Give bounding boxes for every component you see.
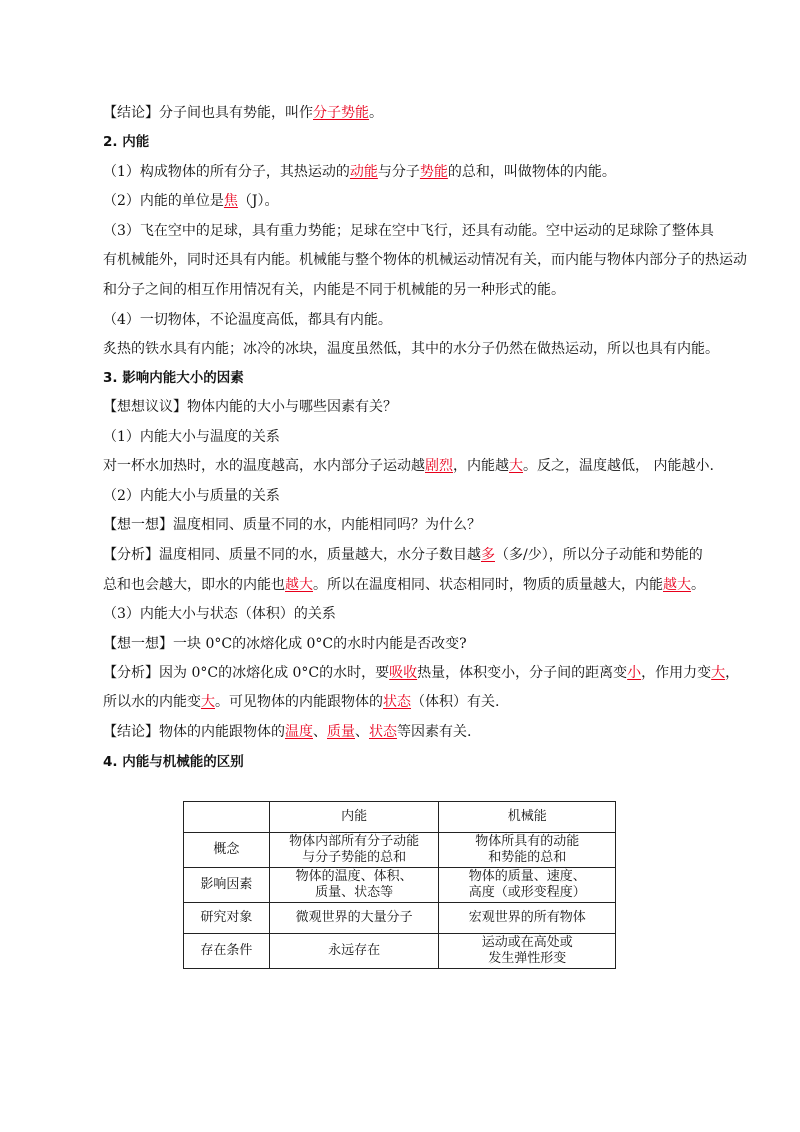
text: ，内能越 — [453, 458, 509, 474]
point-4: （4）一切物体，不论温度高低，都具有内能。 — [103, 312, 392, 328]
answer-blank: 大 — [711, 665, 726, 681]
table-cell: 微观世界的大量分子 — [269, 903, 439, 934]
cell-line: 和势能的总和 — [488, 850, 567, 865]
text: 的总和，叫做物体的内能。 — [447, 164, 616, 180]
section-heading-comparison: 4. 内能与机械能的区别 — [103, 754, 244, 770]
table-header-row — [184, 802, 616, 833]
think-question-mass: 【想一想】温度相同、质量不同的水，内能相同吗？为什么？ — [103, 517, 481, 533]
text: 【分析】温度相同、质量不同的水，质量越大，水分子数目越 — [103, 547, 481, 563]
cell-line: 与分子势能的总和 — [302, 850, 407, 865]
answer-blank: 大 — [509, 458, 523, 474]
answer-blank: 动能 — [349, 164, 378, 180]
table-cell: 永远存在 — [269, 934, 439, 969]
text: 、 — [355, 724, 369, 740]
cell-line: 物体所具有的动能 — [475, 834, 580, 849]
point-3-line-1: （3）飞在空中的足球，具有重力势能；足球在空中飞行，还具有动能。空中运动的足球除了整体具 — [103, 223, 714, 239]
answer-blank: 焦 — [223, 193, 238, 209]
text: 。可见物体的内能跟物体的 — [215, 694, 383, 710]
answer-blank: 温度 — [285, 724, 313, 740]
discussion-question: 【想想议议】物体内能的大小与哪些因素有关？ — [103, 399, 397, 415]
conclusion-factors — [103, 722, 720, 742]
text: 总和也会越大，即水的内能也 — [103, 577, 285, 593]
text: （2）内能的单位是 — [103, 193, 224, 209]
table-cell — [439, 868, 616, 903]
row-label: 研究对象 — [184, 903, 270, 934]
row-label: 影响因素 — [184, 868, 270, 903]
point-1 — [103, 162, 720, 182]
table-cell: 宏观世界的所有物体 — [439, 903, 616, 934]
cell-line: 运动或在高处或 — [481, 935, 573, 950]
cell-line: 质量、状态等 — [315, 885, 394, 900]
row-label: 概念 — [184, 833, 270, 868]
analysis-state-line-2 — [103, 692, 720, 712]
text: ， — [725, 665, 740, 681]
section-heading-internal-energy: 2. 内能 — [103, 134, 150, 150]
factor-mass-heading: （2）内能大小与质量的关系 — [103, 488, 280, 504]
answer-blank: 分子势能 — [313, 105, 369, 121]
factor-temperature-heading: （1）内能大小与温度的关系 — [103, 429, 280, 445]
answer-blank: 小 — [627, 665, 642, 681]
analysis-state-line-1 — [103, 663, 740, 683]
text: 【结论】物体的内能跟物体的 — [103, 724, 285, 740]
text: 【结论】分子间也具有势能，叫作 — [103, 105, 313, 121]
text: 、 — [313, 724, 327, 740]
text: 等因素有关. — [397, 724, 472, 740]
cell-line: 物体的温度、体积、 — [295, 869, 413, 884]
cell-line: 物体的质量、速度、 — [468, 869, 586, 884]
text: 所以水的内能变 — [103, 694, 201, 710]
point-2 — [103, 191, 720, 211]
analysis-mass-line-2 — [103, 575, 720, 595]
row-label: 存在条件 — [184, 934, 270, 969]
point-4-example: 炙热的铁水具有内能；冰冷的冰块，温度虽然低，其中的水分子仍然在做热运动，所以也具有内能。 — [103, 341, 719, 357]
factor-temperature-text — [103, 456, 720, 476]
text: 与分子 — [377, 164, 420, 180]
point-3-line-3: 和分子之间的相互作用情况有关，内能是不同于机械能的另一种形式的能。 — [103, 282, 565, 298]
table-cell — [439, 833, 616, 868]
answer-blank: 越大 — [285, 577, 313, 593]
text: 。反之，温度越低， 内能越小. — [523, 458, 714, 474]
analysis-mass-line-1 — [103, 545, 720, 565]
table-header-cell: 内能 — [269, 802, 439, 833]
text: 。 — [691, 577, 705, 593]
answer-blank: 越大 — [663, 577, 691, 593]
table-row — [184, 934, 616, 969]
answer-blank: 质量 — [327, 724, 355, 740]
answer-blank: 状态 — [383, 694, 411, 710]
table-cell — [439, 934, 616, 969]
factor-state-heading: （3）内能大小与状态（体积）的关系 — [103, 606, 336, 622]
table-row — [184, 903, 616, 934]
cell-line: 高度（或形变程度） — [468, 885, 586, 900]
text: 对一杯水加热时，水的温度越高，水内部分子运动越 — [103, 458, 425, 474]
answer-blank: 剧烈 — [425, 458, 453, 474]
table-row — [184, 833, 616, 868]
text: （多/少），所以分子动能和势能的 — [495, 547, 703, 563]
answer-blank: 大 — [201, 694, 215, 710]
table-cell — [269, 868, 439, 903]
text: 。所以在温度相同、状态相同时，物质的质量越大，内能 — [313, 577, 663, 593]
answer-blank: 势能 — [419, 164, 448, 180]
comparison-table — [183, 801, 616, 969]
conclusion-molecular-potential — [103, 103, 720, 123]
answer-blank: 吸收 — [389, 665, 418, 681]
text: 。 — [369, 105, 383, 121]
think-question-state: 【想一想】一块 0°C的冰熔化成 0°C的水时内能是否改变? — [103, 636, 467, 652]
answer-blank: 状态 — [369, 724, 397, 740]
text: 【分析】因为 0°C的冰熔化成 0°C的水时，要 — [103, 665, 390, 681]
table-row — [184, 868, 616, 903]
cell-line: 物体内部所有分子动能 — [289, 834, 420, 849]
table-header-cell — [184, 802, 270, 833]
cell-line: 发生弹性形变 — [488, 951, 567, 966]
text: ，作用力变 — [641, 665, 712, 681]
text: （1）构成物体的所有分子，其热运动的 — [103, 164, 350, 180]
table-header-cell: 机械能 — [439, 802, 616, 833]
table-cell — [269, 833, 439, 868]
text: （体积）有关. — [411, 694, 500, 710]
text: 热量，体积变小，分子间的距离变 — [417, 665, 628, 681]
text: （J）。 — [237, 193, 279, 209]
section-heading-factors: 3. 影响内能大小的因素 — [103, 370, 244, 386]
answer-blank: 多 — [481, 547, 495, 563]
point-3-line-2: 有机械能外，同时还具有内能。机械能与整个物体的机械运动情况有关，而内能与物体内部分子的热运动 — [103, 252, 747, 268]
